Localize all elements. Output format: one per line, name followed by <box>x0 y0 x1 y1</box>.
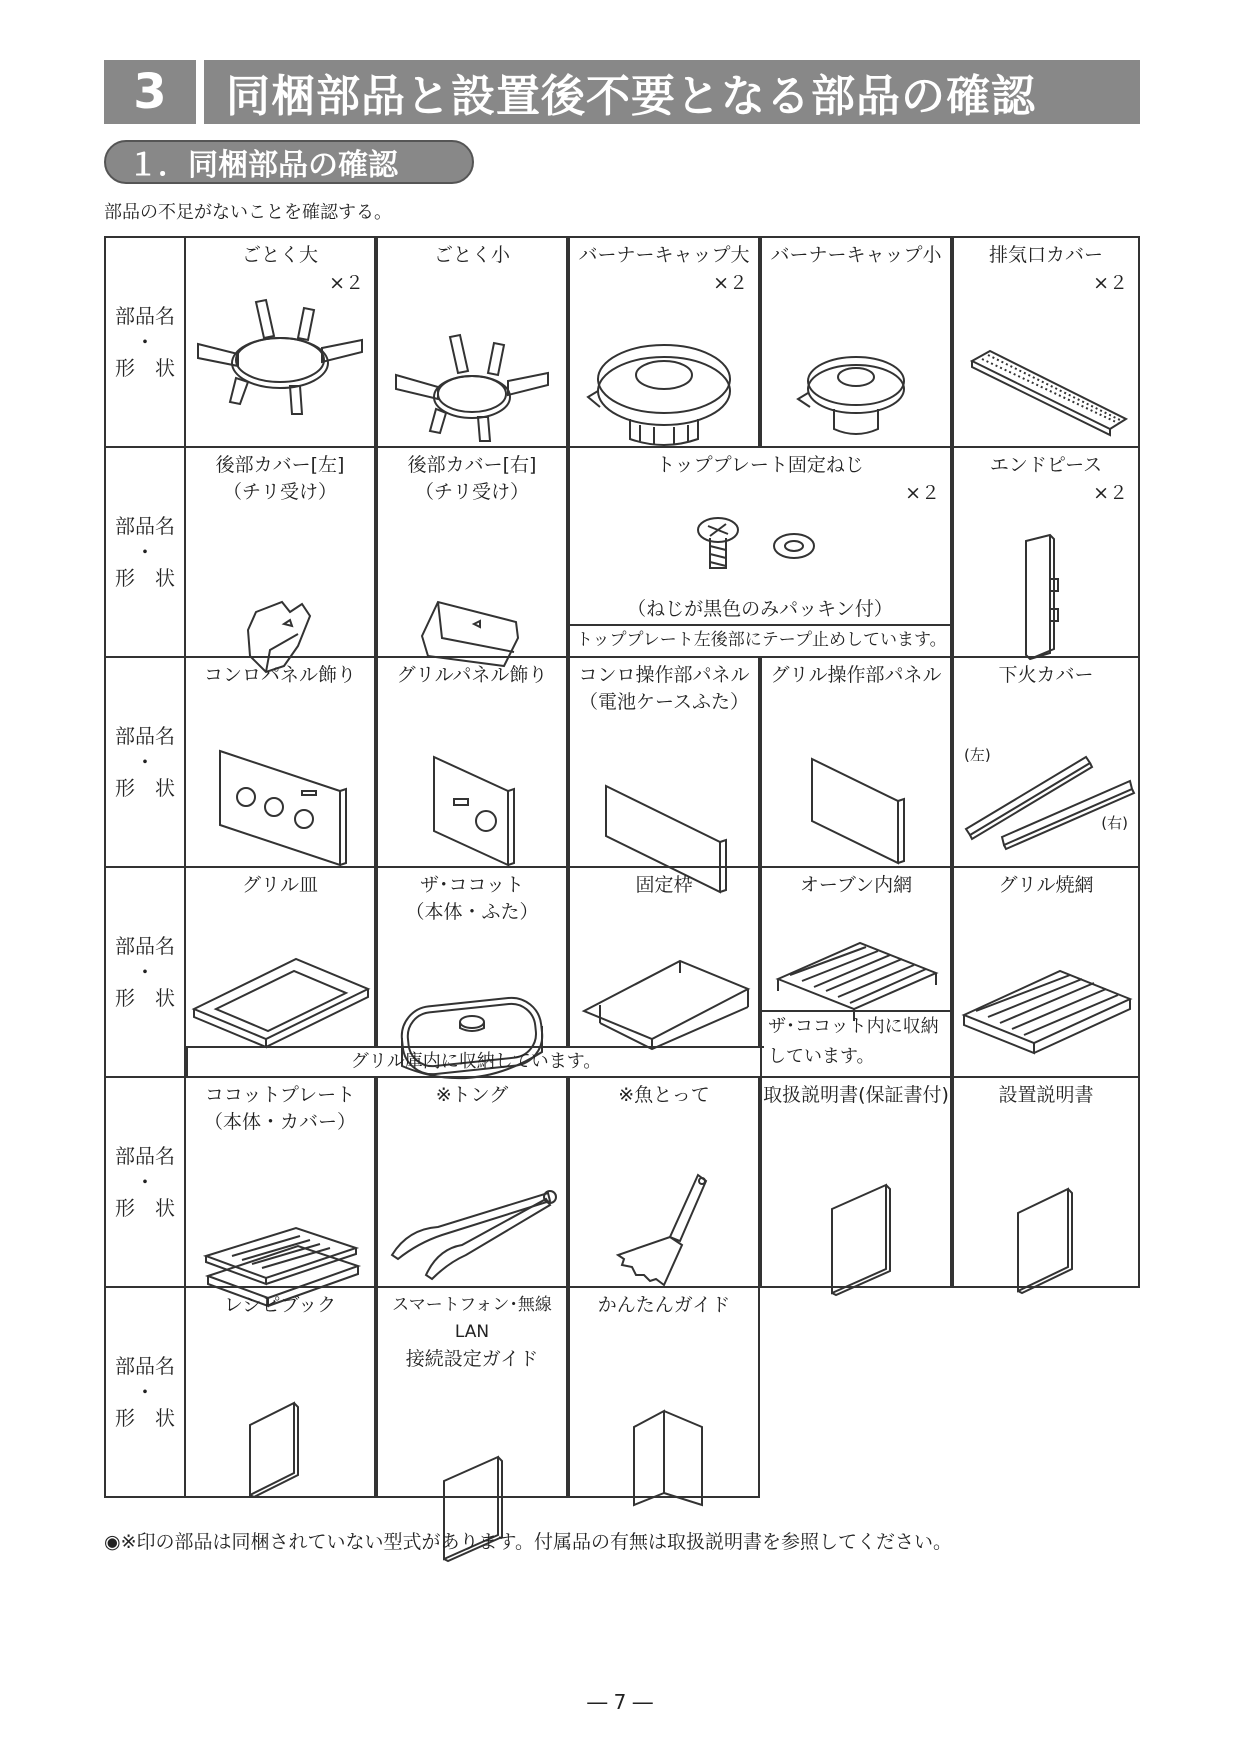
table-row <box>104 236 1140 448</box>
part-name: レシピブック <box>223 1294 337 1316</box>
part-name: ごとく小 <box>433 244 510 266</box>
row-label <box>104 1076 186 1288</box>
label-dot: ・ <box>135 330 155 354</box>
part-cell <box>952 236 1140 448</box>
part-cell <box>568 1286 760 1498</box>
part-cell <box>568 656 760 868</box>
recipe-book-icon <box>186 1319 374 1531</box>
row-label <box>104 1286 186 1498</box>
part-qty: ×２ <box>329 272 364 294</box>
label-shape: 形 状 <box>115 356 175 380</box>
label-dot: ・ <box>135 750 155 774</box>
part-cell <box>184 866 376 1046</box>
label-dot: ・ <box>135 1380 155 1404</box>
part-name: スマートフォン･無線 LAN <box>392 1295 552 1342</box>
part-cell <box>952 1076 1140 1288</box>
part-cell <box>376 1286 568 1498</box>
part-name-sub: （電池ケースふた） <box>578 691 750 713</box>
table-row <box>104 446 1140 658</box>
table-row <box>104 866 1140 1078</box>
part-name: かんたんガイド <box>597 1294 731 1316</box>
part-cell <box>760 1076 952 1288</box>
label-name: 部品名 <box>115 304 175 328</box>
part-note: ザ･ココット内に収納しています。 <box>762 1010 950 1078</box>
part-name-sub: （本体・カバー） <box>203 1111 356 1133</box>
part-name: グリル操作部パネル <box>770 664 942 686</box>
part-name: バーナーキャップ小 <box>770 244 942 266</box>
part-name: グリル焼網 <box>998 874 1094 896</box>
left-label: (左) <box>964 746 991 764</box>
part-name: エンドピース <box>989 454 1103 476</box>
label-dot: ・ <box>135 960 155 984</box>
part-cell <box>568 1076 760 1288</box>
part-name: 下火カバー <box>998 664 1094 686</box>
part-name: ※トング <box>435 1084 509 1106</box>
row-label <box>104 656 186 868</box>
part-qty: ×２ <box>905 482 940 504</box>
part-cell <box>184 1076 376 1288</box>
part-name: グリルパネル飾り <box>396 664 548 686</box>
part-name: ※魚とって <box>618 1084 710 1106</box>
part-name: 後部カバー[右] <box>407 454 537 476</box>
part-name: 排気口カバー <box>988 244 1103 266</box>
part-name: グリル皿 <box>241 874 318 896</box>
part-cell <box>568 236 760 448</box>
table-row <box>104 656 1140 868</box>
quick-guide-icon <box>570 1319 758 1531</box>
part-cell <box>184 656 376 868</box>
subsection-title: １．同梱部品の確認 <box>104 140 474 184</box>
part-cell <box>952 866 1140 1078</box>
part-name: 取扱説明書(保証書付) <box>763 1084 949 1106</box>
part-cell <box>952 656 1140 868</box>
part-cell <box>376 866 568 1046</box>
part-name-sub: （本体・ふた） <box>405 901 539 923</box>
part-cell <box>568 866 760 1046</box>
part-cell <box>760 866 952 1078</box>
part-cell <box>184 236 376 448</box>
part-name-sub: （チリ受け） <box>414 481 529 503</box>
part-name: 設置説明書 <box>998 1084 1094 1106</box>
intro-text: 部品の不足がないことを確認する。 <box>104 202 392 223</box>
label-dot: ・ <box>135 540 155 564</box>
row-label <box>104 446 186 658</box>
part-cell <box>760 236 952 448</box>
table-row <box>104 1286 1140 1498</box>
table-row <box>104 1076 1140 1288</box>
label-name: 部品名 <box>115 934 175 958</box>
label-shape: 形 状 <box>115 1196 175 1220</box>
part-name: ザ･ココット <box>419 874 525 896</box>
part-cell <box>184 446 376 658</box>
row-label <box>104 236 186 448</box>
label-shape: 形 状 <box>115 776 175 800</box>
part-qty: ×２ <box>1093 482 1128 504</box>
part-name: ごとく大 <box>241 244 318 266</box>
section-title: 同梱部品と設置後不要となる部品の確認 <box>204 60 1140 124</box>
part-name: 後部カバー[左] <box>215 454 345 476</box>
grill-tray-icon <box>186 899 374 1069</box>
label-shape: 形 状 <box>115 986 175 1010</box>
row-label <box>104 866 186 1078</box>
part-name: オーブン内網 <box>799 874 913 896</box>
part-name: コンロパネル飾り <box>203 664 356 686</box>
page-number: ― 7 ― <box>587 1690 653 1714</box>
label-shape: 形 状 <box>115 566 175 590</box>
screw-icon <box>570 478 950 608</box>
part-cell <box>376 1076 568 1288</box>
part-cell <box>568 446 952 658</box>
part-name: ココットプレート <box>204 1084 356 1106</box>
part-cell <box>760 656 952 868</box>
part-qty: ×２ <box>713 272 748 294</box>
footnote: ◉※印の部品は同梱されていない型式があります。付属品の有無は取扱説明書を参照してください。 <box>104 1531 952 1553</box>
part-name: バーナーキャップ大 <box>578 244 750 266</box>
part-cell <box>376 656 568 868</box>
right-label: (右) <box>1101 814 1128 832</box>
part-name: コンロ操作部パネル <box>578 664 750 686</box>
label-dot: ・ <box>135 1170 155 1194</box>
label-shape: 形 状 <box>115 1406 175 1430</box>
part-sub-note: （ねじが黒色のみパッキン付） <box>627 598 893 620</box>
part-name-sub: 接続設定ガイド <box>405 1348 539 1370</box>
trivet-large-icon <box>186 238 374 450</box>
part-cell <box>184 1286 376 1498</box>
part-note: トッププレート左後部にテープ止めしています。 <box>570 624 954 658</box>
part-cell <box>376 446 568 658</box>
part-qty: ×２ <box>1093 272 1128 294</box>
label-name: 部品名 <box>115 514 175 538</box>
label-name: 部品名 <box>115 724 175 748</box>
shared-note: グリル庫内に収納しています。 <box>186 1046 764 1078</box>
section-number: 3 <box>104 60 196 124</box>
part-cell <box>376 236 568 448</box>
label-name: 部品名 <box>115 1144 175 1168</box>
part-name: 固定枠 <box>635 874 693 896</box>
part-name: トッププレート固定ねじ <box>656 454 864 476</box>
label-name: 部品名 <box>115 1354 175 1378</box>
part-cell <box>952 446 1140 658</box>
part-name-sub: （チリ受け） <box>222 481 337 503</box>
